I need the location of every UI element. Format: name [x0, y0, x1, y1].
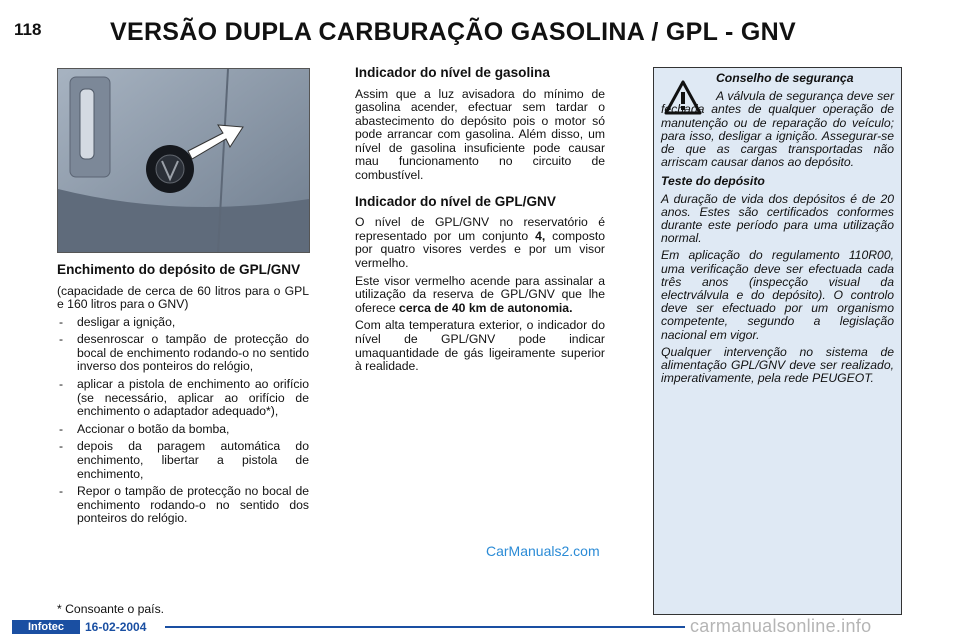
site-watermark: carmanualsonline.info — [690, 616, 872, 636]
temperature-text: Com alta temperatura exterior, o indicador do nível de GPL/GNV pode indicar umaquantidade de gás ligeiramente superior à realidade. — [355, 318, 605, 374]
filling-section — [57, 263, 309, 530]
page-title: VERSÃO DUPLA CARBURAÇÃO GASOLINA / GPL - GNV — [110, 18, 796, 46]
list-item: - Accionar o botão da bomba, — [57, 423, 309, 437]
petrol-indicator-text: Assim que a luz avisadora do mínimo de gasolina acender, efectuar sem tardar o abastecimento do depósito pois o motor só pode arrancar com gasolina. Além disso, um nível de gasolina insuficiente pode causar mau funcionamento no circuito de combustível. — [355, 86, 605, 183]
watermark-text: CarManuals2.com — [486, 543, 600, 559]
footnote: * Consoante o país. — [57, 602, 165, 616]
reserve-text-bold: cerca de 40 km de autonomia. — [399, 300, 573, 315]
footer-divider — [165, 626, 685, 628]
tank-test-heading: Teste do depósito — [661, 174, 765, 189]
lpg-text-part: O nível de GPL/GNV no reservatório é representado por um conjunto — [355, 215, 605, 243]
safety-advice-para: A válvula de segurança deve ser fechada antes de qualquer operação de manutenção ou de reparação do veículo; para isso, desligar a ignição. Assegurar-se de que as cargas transportadas não arriscam causar danos ao depósito. — [661, 89, 894, 170]
filling-steps — [57, 316, 309, 526]
regulation-text: Em aplicação do regulamento 110R00, uma verificação deve ser efectuada cada três anos (inspecção visual da electrválvula e do depósito). O controlo deve ser efectuado por um organismo competente, segundo a legislação nacional em vigor. — [661, 248, 894, 342]
list-item: - depois da paragem automática do enchimento, libertar a pistola de enchimento, — [57, 440, 309, 481]
lpg-text-bold: 4, — [535, 228, 546, 243]
lpg-indicator-text — [355, 216, 605, 270]
infotec-logo: Infotec — [12, 620, 80, 634]
list-item: - desligar a ignição, — [57, 316, 309, 330]
list-item: - aplicar a pistola de enchimento ao orifício (se necessário, aplicar ao orifício de enchimento o adaptador adequado*), — [57, 378, 309, 419]
filling-heading: Enchimento do depósito de GPL/GNV — [57, 262, 301, 277]
reserve-text-part: Este visor vermelho acende para assinalar a utilização da reserva de GPL/GNV que lhe oferece — [355, 273, 605, 315]
page-number: 118 — [14, 20, 42, 39]
safety-advice-title: Conselho de segurança — [716, 71, 854, 85]
lpg-text-part: composto por quatro visores verdes e por um visor vermelho. — [355, 228, 605, 270]
safety-advice-box — [653, 67, 902, 615]
print-date: 16-02-2004 — [85, 620, 147, 634]
lpg-indicator-heading: Indicador do nível de GPL/GNV — [355, 193, 556, 209]
filler-cap-photo — [57, 68, 310, 253]
list-item: - desenroscar o tampão de protecção do bocal de enchimento rodando-o no sentido inverso dos ponteiros do relógio, — [57, 333, 309, 374]
safety-advice-content — [661, 72, 894, 389]
petrol-indicator-heading: Indicador do nível de gasolina — [355, 65, 550, 80]
filling-intro: (capacidade de cerca de 60 litros para o GPL e 160 litros para o GNV) — [57, 283, 309, 312]
tank-life-text: A duração de vida dos depósitos é de 20 anos. Estes são certificados conformes durante este período para uma utilização normal. — [661, 191, 894, 246]
intervention-text: Qualquer intervenção no sistema de alimentação GPL/GNV deve ser realizado, imperativamente, pela rede PEUGEOT. — [661, 344, 894, 386]
safety-advice-text — [661, 90, 894, 169]
indicators-section — [355, 66, 605, 378]
list-item: - Repor o tampão de protecção no bocal de enchimento rodando-o no sentido dos ponteiros do relógio. — [57, 485, 309, 526]
reserve-text — [355, 275, 605, 316]
